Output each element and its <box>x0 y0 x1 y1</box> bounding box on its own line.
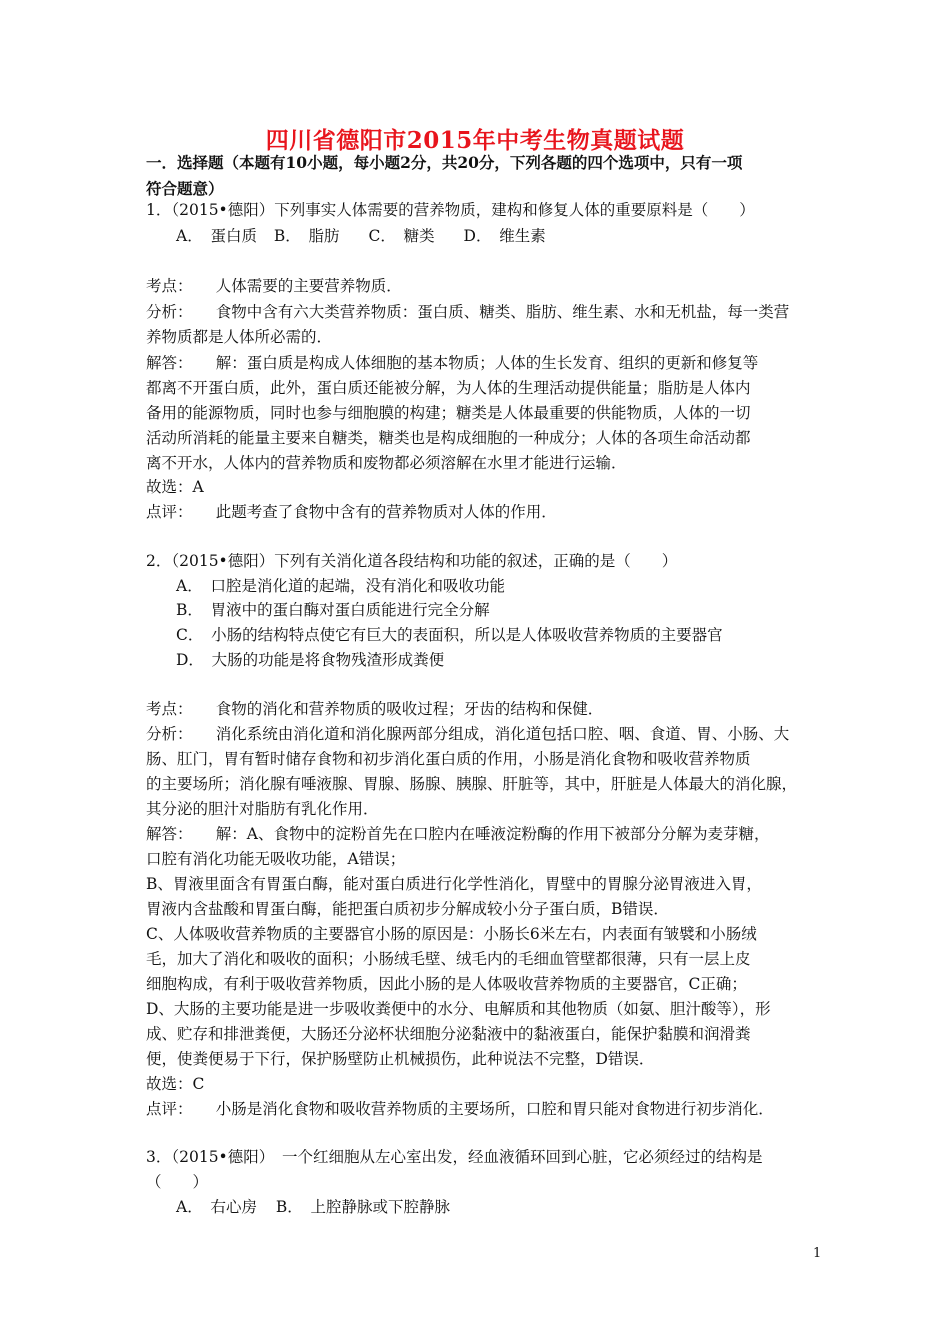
q1-fenxi-line: 分析： 食物中含有六大类营养物质：蛋白质、糖类、脂肪、维生素、水和无机盐，每一类营 <box>146 303 790 321</box>
page-number: 1 <box>813 1246 822 1261</box>
q1-jieda-line: 解答： 解：蛋白质是构成人体细胞的基本物质；人体的生长发育、组织的更新和修复等 <box>146 354 759 372</box>
option-a: A． 蛋白质 <box>176 227 257 245</box>
q1-jieda-line: 离不开水，人体内的营养物质和废物都必须溶解在水里才能进行运输． <box>146 454 627 472</box>
section-heading-line: 符合题意） <box>146 179 224 198</box>
question-3-stem-line: 3．（2015•德阳） 一个红细胞从左心室出发，经血液循环回到心脏，它必须经过的结构是 <box>146 1148 763 1166</box>
option-c: C． 小肠的结构特点使它有巨大的表面积，所以是人体吸收营养物质的主要器官 <box>176 626 723 644</box>
q2-jieda-line: 毛，加大了消化和吸收的面积；小肠绒毛壁、绒毛内的毛细血管壁都很薄，只有一层上皮 <box>146 950 751 968</box>
q1-fenxi-line: 养物质都是人体所必需的． <box>146 328 333 346</box>
q1-jieda-line: 活动所消耗的能量主要来自糖类，糖类也是构成细胞的一种成分；人体的各项生命活动都 <box>146 429 751 447</box>
question-2-stem: 2．（2015•德阳）下列有关消化道各段结构和功能的叙述，正确的是（ ） <box>146 552 678 570</box>
q2-jieda-line: 口腔有消化功能无吸收功能，A错误； <box>146 850 406 868</box>
option-d: D． 维生素 <box>463 227 546 245</box>
q2-jieda-line: 便，使粪便易于下行，保护肠壁防止机械损伤，此种说法不完整，D错误． <box>146 1050 655 1068</box>
question-3-options <box>176 1196 450 1218</box>
q2-fenxi-line: 分析： 消化系统由消化道和消化腺两部分组成，消化道包括口腔、咽、食道、胃、小肠、大 <box>146 725 790 743</box>
q2-fenxi-line: 其分泌的胆汁对脂肪有乳化作用． <box>146 800 379 818</box>
option-b: B． 上腔静脉或下腔静脉 <box>275 1198 451 1216</box>
q2-dianping: 点评： 小肠是消化食物和吸收营养物质的主要场所，口腔和胃只能对食物进行初步消化． <box>146 1100 774 1118</box>
option-c: C． 糖类 <box>368 227 435 245</box>
q2-jieda-line: C、人体吸收营养物质的主要器官小肠的原因是：小肠长6米左右，内表面有皱襞和小肠绒 <box>146 925 757 943</box>
q1-kaodian: 考点： 人体需要的主要营养物质． <box>146 277 402 295</box>
q2-jieda-line: B、胃液里面含有胃蛋白酶，能对蛋白质进行化学性消化，胃壁中的胃腺分泌胃液进入胃， <box>146 875 762 893</box>
section-heading-line: 一．选择题（本题有10小题，每小题2分，共20分，下列各题的四个选项中，只有一项 <box>146 153 743 172</box>
q2-jieda-line: D、大肠的主要功能是进一步吸收粪便中的水分、电解质和其他物质（如氨、胆汁酸等），形 <box>146 1000 771 1018</box>
q1-jieda-line: 都离不开蛋白质，此外，蛋白质还能被分解，为人体的生理活动提供能量；脂肪是人体内 <box>146 379 751 397</box>
q2-jieda-line: 成、贮存和排泄粪便，大肠还分泌杯状细胞分泌黏液中的黏液蛋白，能保护黏膜和润滑粪 <box>146 1025 751 1043</box>
q2-kaodian: 考点： 食物的消化和营养物质的吸收过程；牙齿的结构和保健． <box>146 700 604 718</box>
question-1-stem: 1．（2015•德阳）下列事实人体需要的营养物质，建构和修复人体的重要原料是（ ） <box>146 201 755 219</box>
q2-fenxi-line: 肠、肛门，胃有暂时储存食物和初步消化蛋白质的作用，小肠是消化食物和吸收营养物质 <box>146 750 751 768</box>
q1-dianping: 点评： 此题考查了食物中含有的营养物质对人体的作用． <box>146 503 557 521</box>
option-b: B． 脂肪 <box>273 227 340 245</box>
q2-answer: 故选：C <box>146 1075 205 1093</box>
option-a: A． 口腔是消化道的起端，没有消化和吸收功能 <box>176 577 505 595</box>
q2-fenxi-line: 的主要场所；消化腺有唾液腺、胃腺、肠腺、胰腺、肝脏等，其中，肝脏是人体最大的消化腺， <box>146 775 798 793</box>
section-heading <box>146 150 826 202</box>
q2-jieda-line: 解答： 解：A、食物中的淀粉首先在口腔内在唾液淀粉酶的作用下被部分分解为麦芽糖， <box>146 825 770 843</box>
option-d: D． 大肠的功能是将食物残渣形成粪便 <box>176 651 445 669</box>
q2-jieda-line: 胃液内含盐酸和胃蛋白酶，能把蛋白质初步分解成较小分子蛋白质，B错误． <box>146 900 669 918</box>
q2-jieda-line: 细胞构成，有利于吸收营养物质，因此小肠的是人体吸收营养物质的主要器官，C正确； <box>146 975 747 993</box>
document-title: 四川省德阳市2015年中考生物真题试题 <box>265 127 685 154</box>
option-b: B． 胃液中的蛋白酶对蛋白质能进行完全分解 <box>176 601 490 619</box>
q1-jieda-line: 备用的能源物质，同时也参与细胞膜的构建；糖类是人体最重要的供能物质，人体的一切 <box>146 404 751 422</box>
question-3-stem-line: （ ） <box>146 1173 209 1191</box>
option-a: A． 右心房 <box>176 1198 257 1216</box>
q1-answer: 故选：A <box>146 478 204 496</box>
question-1-options <box>176 225 546 247</box>
